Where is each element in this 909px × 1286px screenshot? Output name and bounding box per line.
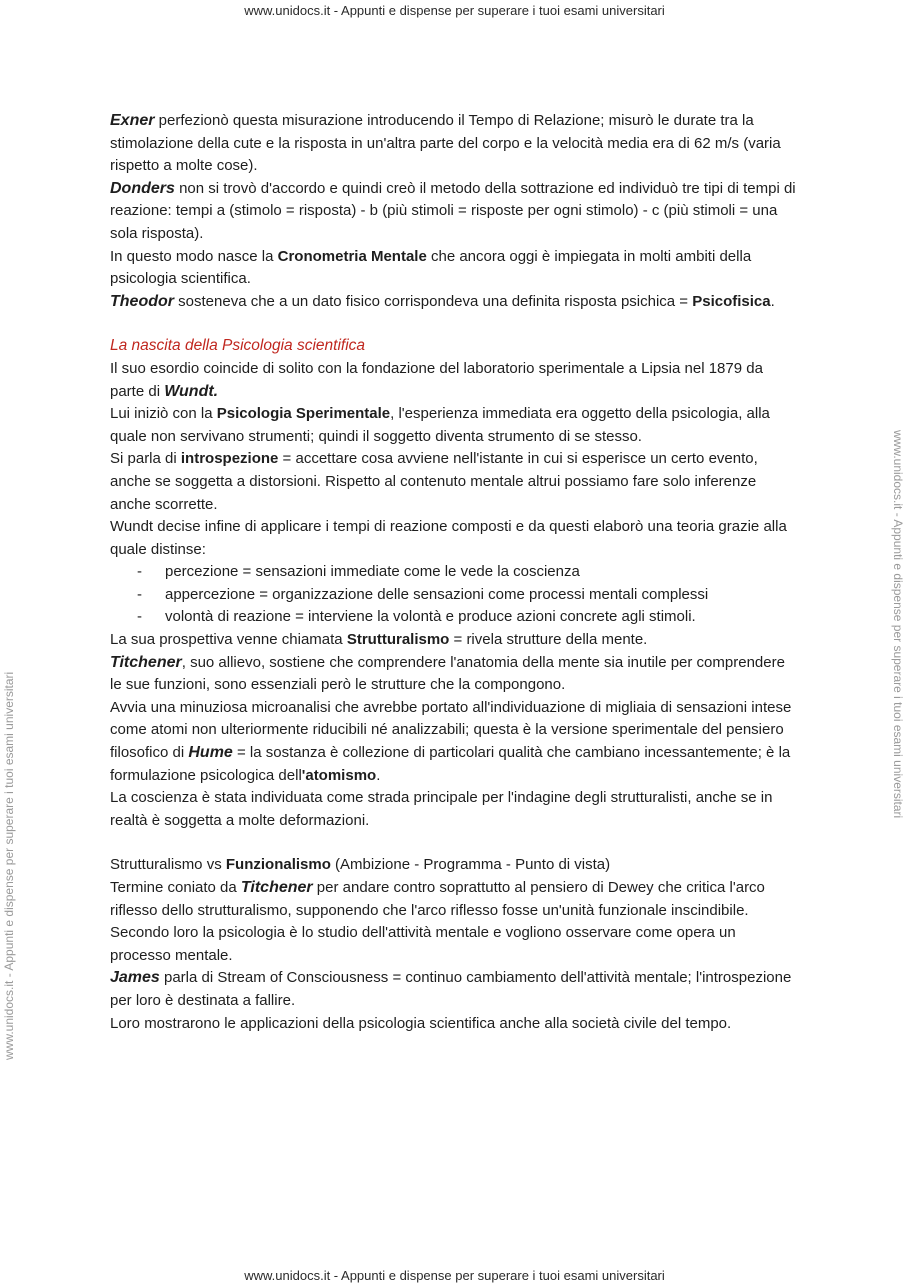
paragraph-hume (110, 697, 800, 787)
paragraph-theodor (110, 291, 800, 314)
paragraph-text: , suo allievo, sostiene che comprendere l'anatomia della mente sia inutile per comprendere le sue funzioni, sono essenziali però le strutture che la compongono. (110, 653, 785, 694)
paragraph-text: , l'esperienza immediata era oggetto della psicologia, alla quale non servivano strumenti; quindi il soggetto diventa strumento di se stesso. (110, 405, 770, 445)
name-hume: Hume (188, 744, 233, 762)
paragraph-text: Il suo esordio coincide di solito con la fondazione del laboratorio sperimentale a Lipsia nel 1879 da parte di (110, 359, 763, 400)
paragraph-text: . (376, 766, 381, 784)
paragraph-wundt (110, 358, 800, 403)
paragraph-text: sosteneva che a un dato fisico corrispondeva una definita risposta psichica = (174, 292, 693, 310)
paragraph-text: In questo modo nasce la (110, 247, 278, 265)
paragraph-text: La sua prospettiva venne chiamata (110, 631, 347, 649)
paragraph-text: Strutturalismo vs (110, 856, 226, 874)
document-body (110, 110, 800, 1035)
paragraph-text: parla di Stream of Consciousness = continuo cambiamento dell'attività mentale; l'introspezione per loro è destinata a fallire. (110, 969, 792, 1009)
paragraph-psicologia-sperimentale (110, 403, 800, 448)
list-item-text: percezione = sensazioni immediate come le vede la coscienza (165, 563, 580, 581)
term-strutturalismo: Strutturalismo (346, 631, 450, 649)
paragraph-text: non si trovò d'accordo e quindi creò il metodo della sottrazione ed individuò tre tipi di tempi di reazione: tempi a (stimolo = risposta) - b (più stimoli = risposte per ogni stimolo) - c (più stimoli = una sola risposta). (110, 179, 796, 242)
name-titchener: Titchener (240, 879, 313, 896)
paragraph-cronometria (110, 246, 800, 291)
paragraph-exner (110, 110, 800, 178)
paragraph-tempi-reazione: Wundt decise infine di applicare i tempi di reazione composti e da questi elaborò una teoria grazie alla quale distinse: (110, 518, 787, 558)
term-funzionalismo: Funzionalismo (225, 856, 331, 874)
paragraph-introspezione (110, 448, 800, 516)
paragraph-coscienza: La coscienza è stata individuata come strada principale per l'indagine degli strutturalisti, anche se in realtà è soggetta a molte deformazioni. (110, 789, 773, 829)
term-psicofisica: Psicofisica (692, 292, 771, 310)
paragraph-text: = la sostanza è collezione di particolari qualità che cambiano incessantemente; è la formulazione psicologica dell (110, 744, 791, 784)
page-footer-watermark: www.unidocs.it - Appunti e dispense per superare i tuoi esami universitari (244, 1268, 665, 1283)
paragraph-text: Avvia una minuziosa microanalisi che avrebbe portato all'individuazione di migliaia di sensazioni intese come atomi non ulteriormente riducibili né analizzabili; questa è la versione sperimentale del pensiero filosofico di (110, 698, 792, 762)
term-cronometria-mentale: Cronometria Mentale (277, 247, 427, 265)
name-titchener: Titchener (110, 653, 182, 671)
paragraph-text: che ancora oggi è impiegata in molti ambiti della psicologia scientifica. (110, 247, 752, 288)
name-james: James (110, 969, 160, 987)
paragraph-text: (Ambizione - Programma - Punto di vista) (330, 856, 611, 874)
paragraph-text: per andare contro soprattutto al pensiero di Dewey che critica l'arco riflesso dello strutturalismo, supponendo che l'arco riflesso fosse un'unità funzionale inscindibile. (110, 879, 765, 919)
paragraph-text: . (770, 292, 775, 310)
paragraph-text: perfezionò questa misurazione introducendo il Tempo di Relazione; misurò le durate tra la stimolazione della cute e la risposta in un'altra parte del corpo e la velocità media era di 62 m/s (varia rispetto a molte cose). (110, 112, 781, 175)
paragraph-attivita-mentale: Secondo loro la psicologia è lo studio dell'attività mentale e vogliono osservare come opera un processo mentale. (110, 924, 736, 964)
list-item: - appercezione = organizzazione delle sensazioni come processi mentali complessi (137, 585, 709, 603)
paragraph-donders (110, 178, 800, 246)
paragraph-titchener (110, 652, 800, 697)
list-item: - volontà di reazione = interviene la volontà e produce azioni concrete agli stimoli. (137, 608, 696, 626)
paragraph-text: Termine coniato da (110, 879, 241, 896)
paragraph-text: = rivela strutture della mente. (449, 631, 648, 649)
paragraph-james (110, 967, 800, 1012)
name-donders: Donders (110, 179, 175, 197)
list-item-text: volontà di reazione = interviene la volontà e produce azioni concrete agli stimoli. (165, 608, 696, 626)
section-heading: La nascita della Psicologia scientifica (110, 337, 366, 355)
name-wundt: Wundt. (164, 382, 219, 400)
paragraph-applicazioni: Loro mostrarono le applicazioni della psicologia scientifica anche alla società civile del tempo. (110, 1014, 732, 1032)
paragraph-funzionalismo (110, 854, 800, 877)
list-item-text: appercezione = organizzazione delle sensazioni come processi mentali complessi (165, 585, 709, 603)
left-side-watermark: www.unidocs.it - Appunti e dispense per superare i tuoi esami universitari (2, 671, 16, 1060)
paragraph-text: = accettare cosa avviene nell'istante in cui si esperisce un certo evento, anche se soggetta a distorsioni. Rispetto al contenuto mentale altrui possiamo fare solo inferenze anche scorrette. (110, 450, 758, 513)
page-header-watermark: www.unidocs.it - Appunti e dispense per superare i tuoi esami universitari (244, 3, 665, 18)
paragraph-termine-coniato (110, 877, 800, 922)
paragraph-text: Si parla di (110, 450, 181, 468)
name-theodor: Theodor (110, 292, 174, 310)
right-side-watermark: www.unidocs.it - Appunti e dispense per superare i tuoi esami universitari (891, 430, 905, 819)
name-exner: Exner (110, 112, 155, 129)
paragraph-strutturalismo (110, 629, 800, 652)
term-psicologia-sperimentale: Psicologia Sperimentale (216, 405, 391, 423)
paragraph-text: Lui iniziò con la (110, 405, 217, 423)
list-item: - percezione = sensazioni immediate come le vede la coscienza (137, 563, 580, 581)
term-introspezione: introspezione (180, 450, 279, 468)
term-atomismo: 'atomismo (301, 766, 377, 784)
